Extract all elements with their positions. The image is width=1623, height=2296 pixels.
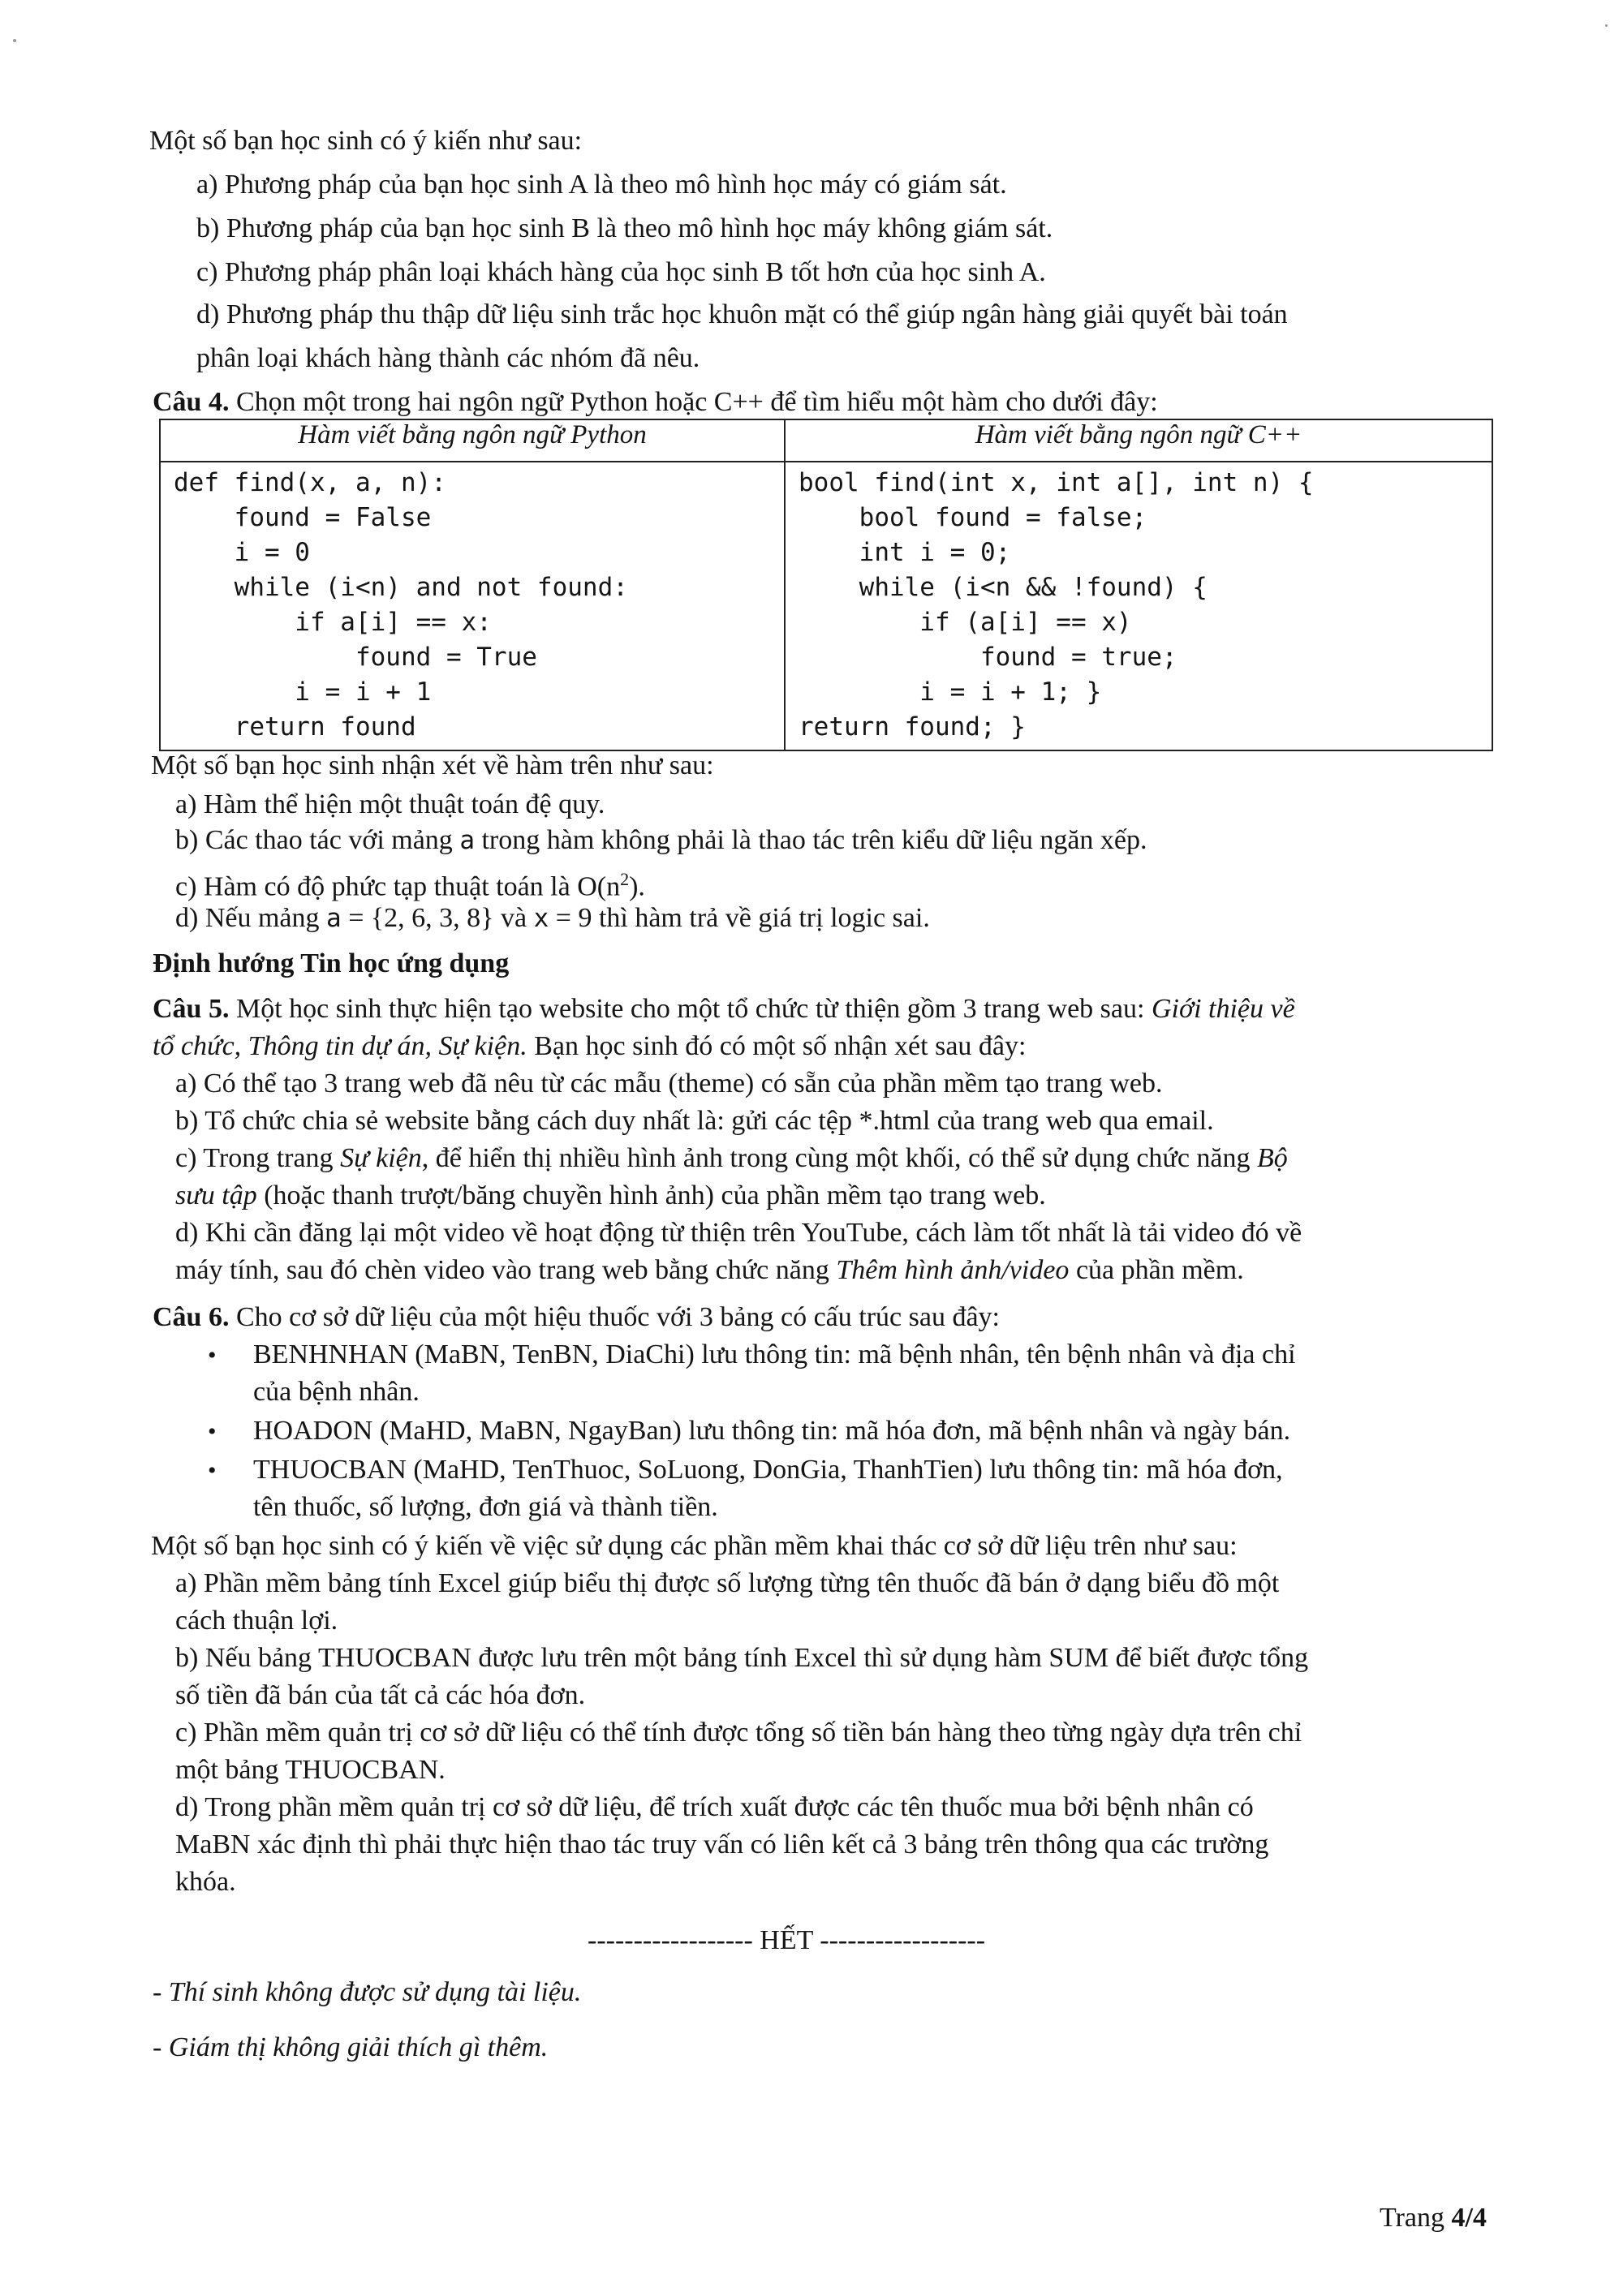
- intro-item-d: d) Phương pháp thu thập dữ liệu sinh trắc học khuôn mặt có thể giúp ngân hàng giải quyết bài toán: [196, 299, 1288, 329]
- col-cpp-header: Hàm viết bằng ngôn ngữ C++: [785, 419, 1492, 462]
- q6-item-b: b) Nếu bảng THUOCBAN được lưu trên một bảng tính Excel thì sử dụng hàm SUM để biết được tổng: [175, 1643, 1309, 1673]
- q4-item-b: [175, 823, 1147, 858]
- section-heading: Định hướng Tin học ứng dụng: [153, 948, 510, 978]
- q4-d-post: = 9 thì hàm trả về giá trị logic sai.: [549, 903, 930, 933]
- q4-b-post: trong hàm không phải là thao tác trên kiểu dữ liệu ngăn xếp.: [474, 825, 1147, 855]
- q4-d-code-x: x: [533, 904, 549, 933]
- q4-item-a: a) Hàm thể hiện một thuật toán đệ quy.: [175, 789, 605, 819]
- q6-heading: [153, 1300, 1000, 1335]
- q4-c-post: ).: [629, 871, 645, 902]
- page-label: Trang: [1380, 2203, 1452, 2233]
- cpp-line-8: return found; }: [799, 712, 1026, 742]
- q5-item-c-cont: [175, 1178, 1046, 1214]
- q5-d2-post: của phần mềm.: [1069, 1255, 1244, 1285]
- python-code: [161, 462, 784, 750]
- q4-b-code: a: [459, 826, 475, 855]
- note-2: - Giám thị không giải thích gì thêm.: [153, 2032, 549, 2062]
- q4-d-code-a: a: [326, 904, 342, 933]
- q6-bullet-3: THUOCBAN (MaHD, TenThuoc, SoLuong, DonGia, ThanhTien) lưu thông tin: mã hóa đơn,: [253, 1455, 1283, 1485]
- page-number: [1380, 2200, 1487, 2236]
- q4-c-sup: 2: [620, 869, 630, 889]
- q4-comments-lead: Một số bạn học sinh nhận xét về hàm trên như sau:: [151, 750, 714, 780]
- q4-heading: [153, 385, 1158, 420]
- py-line-1: def find(x, a, n):: [174, 468, 446, 497]
- q5-c-pre: c) Trong trang: [175, 1143, 341, 1173]
- q5-c-post: , để hiển thị nhiều hình ảnh trong cùng một khối, có thể sử dụng chức năng: [421, 1143, 1258, 1173]
- q6-item-d-cont2: khóa.: [175, 1867, 236, 1897]
- q6-label: Câu 6.: [153, 1302, 230, 1332]
- q6-text: Cho cơ sở dữ liệu của một hiệu thuốc với 3 bảng có cấu trúc sau đây:: [235, 1302, 1000, 1332]
- py-line-3: i = 0: [174, 538, 310, 567]
- py-line-4: while (i<n) and not found:: [174, 573, 628, 602]
- bullet-icon: •: [208, 1418, 217, 1445]
- q5-line1-italic: Giới thiệu về: [1151, 994, 1295, 1024]
- q4-b-pre: b) Các thao tác với mảng: [175, 825, 460, 855]
- q6-item-a: a) Phần mềm bảng tính Excel giúp biểu thị được số lượng từng tên thuốc đã bán ở dạng biểu đồ một: [175, 1568, 1280, 1598]
- cpp-line-5: if (a[i] == x): [799, 608, 1132, 637]
- q5-item-c: [175, 1141, 1288, 1176]
- scan-speck: [13, 39, 16, 42]
- q6-item-d: d) Trong phần mềm quản trị cơ sở dữ liệu, để trích xuất được các tên thuốc mua bởi bệnh nhân có: [175, 1792, 1254, 1822]
- q5-line2-italic: tổ chức, Thông tin dự án, Sự kiện.: [153, 1031, 527, 1061]
- page-number-value: 4/4: [1451, 2203, 1487, 2233]
- q4-item-c: [175, 862, 645, 905]
- cpp-line-3: int i = 0;: [799, 538, 1011, 567]
- q4-c-pre: c) Hàm có độ phức tạp thuật toán là O(n: [175, 871, 621, 902]
- py-line-8: return found: [174, 712, 416, 742]
- note-1: - Thí sinh không được sử dụng tài liệu.: [153, 1977, 582, 2007]
- py-line-7: i = i + 1: [174, 677, 432, 707]
- intro-item-d-cont: phân loại khách hàng thành các nhóm đã nêu.: [196, 343, 700, 373]
- intro-item-c: c) Phương pháp phân loại khách hàng của học sinh B tốt hơn của học sinh A.: [196, 257, 1046, 287]
- q5-line-2: [153, 1029, 1026, 1064]
- scan-speck: [1605, 24, 1608, 27]
- q5-item-d: d) Khi cần đăng lại một video về hoạt động từ thiện trên YouTube, cách làm tốt nhất là tải video đó về: [175, 1218, 1302, 1248]
- q5-d2-italic: Thêm hình ảnh/video: [836, 1255, 1070, 1285]
- cpp-code: [786, 462, 1492, 750]
- q5-d2-pre: máy tính, sau đó chèn video vào trang web bằng chức năng: [175, 1255, 837, 1285]
- py-line-5: if a[i] == x:: [174, 608, 492, 637]
- q6-bullet-2: HOADON (MaHD, MaBN, NgayBan) lưu thông tin: mã hóa đơn, mã bệnh nhân và ngày bán.: [253, 1416, 1291, 1446]
- q5-c2-post: (hoặc thanh trượt/băng chuyền hình ảnh) của phần mềm tạo trang web.: [256, 1180, 1046, 1210]
- q5-line1-text: Một học sinh thực hiện tạo website cho một tổ chức từ thiện gồm 3 trang web sau:: [235, 994, 1152, 1024]
- q6-item-d-cont: MaBN xác định thì phải thực hiện thao tác truy vấn có liên kết cả 3 bảng trên thông qua các trường: [175, 1829, 1269, 1860]
- bullet-icon: •: [208, 1342, 217, 1369]
- q5-c-italic2: Bộ: [1257, 1143, 1288, 1173]
- col-python-header: Hàm viết bằng ngôn ngữ Python: [160, 419, 785, 462]
- q6-opinions-lead: Một số bạn học sinh có ý kiến về việc sử dụng các phần mềm khai thác cơ sở dữ liệu trên như sau:: [151, 1531, 1238, 1561]
- q6-bullet-1: BENHNHAN (MaBN, TenBN, DiaChi) lưu thông tin: mã bệnh nhân, tên bệnh nhân và địa chỉ: [253, 1339, 1296, 1369]
- q4-item-d: [175, 901, 930, 936]
- cpp-code-cell: [785, 462, 1492, 750]
- cpp-line-2: bool found = false;: [799, 503, 1147, 532]
- cpp-line-6: found = true;: [799, 643, 1177, 672]
- bullet-icon: •: [208, 1457, 217, 1484]
- q4-label: Câu 4.: [153, 387, 230, 417]
- python-code-cell: [160, 462, 785, 750]
- q6-item-a-cont: cách thuận lợi.: [175, 1606, 338, 1636]
- q6-bullet-3-cont: tên thuốc, số lượng, đơn giá và thành tiền.: [253, 1492, 718, 1522]
- q5-line2-rest: Bạn học sinh đó có một số nhận xét sau đây:: [527, 1031, 1027, 1061]
- intro-item-a: a) Phương pháp của bạn học sinh A là theo mô hình học máy có giám sát.: [196, 170, 1007, 200]
- q6-item-b-cont: số tiền đã bán của tất cả các hóa đơn.: [175, 1680, 586, 1710]
- py-line-2: found = False: [174, 503, 432, 532]
- cpp-line-7: i = i + 1; }: [799, 677, 1102, 707]
- code-table: [159, 419, 1493, 751]
- q5-item-a: a) Có thể tạo 3 trang web đã nêu từ các mẫu (theme) có sẵn của phần mềm tạo trang web.: [175, 1068, 1163, 1099]
- q5-item-b: b) Tổ chức chia sẻ website bằng cách duy nhất là: gửi các tệp *.html của trang web qua email.: [175, 1106, 1214, 1136]
- q5-label: Câu 5.: [153, 994, 230, 1024]
- q4-d-pre: d) Nếu mảng: [175, 903, 327, 933]
- q6-item-c: c) Phần mềm quản trị cơ sở dữ liệu có thể tính được tổng số tiền bán hàng theo từng ngày dựa trên chỉ: [175, 1718, 1302, 1748]
- q6-bullet-1-cont: của bệnh nhân.: [253, 1377, 420, 1407]
- cpp-line-1: bool find(int x, int a[], int n) {: [799, 468, 1314, 497]
- py-line-6: found = True: [174, 643, 537, 672]
- q5-item-d-cont: [175, 1253, 1244, 1288]
- q5-c2-italic: sưu tập: [175, 1180, 257, 1210]
- q4-d-mid: = {2, 6, 3, 8} và: [341, 903, 534, 933]
- q6-item-c-cont: một bảng THUOCBAN.: [175, 1755, 446, 1785]
- end-marker: ------------------ HẾT ------------------: [588, 1925, 986, 1955]
- q5-c-italic: Sự kiện: [340, 1143, 422, 1173]
- intro-lead: Một số bạn học sinh có ý kiến như sau:: [149, 126, 583, 156]
- intro-item-b: b) Phương pháp của bạn học sinh B là theo mô hình học máy không giám sát.: [196, 213, 1053, 243]
- q5-line-1: [153, 991, 1295, 1027]
- cpp-line-4: while (i<n && !found) {: [799, 573, 1208, 602]
- q4-text: Chọn một trong hai ngôn ngữ Python hoặc C++ để tìm hiểu một hàm cho dưới đây:: [235, 387, 1158, 417]
